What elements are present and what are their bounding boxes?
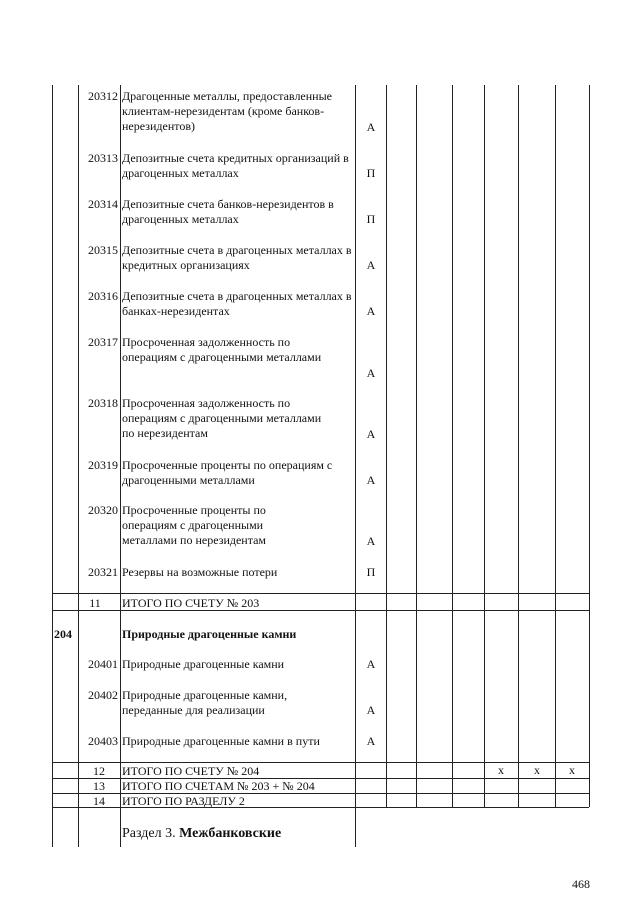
- account-sign: А: [366, 366, 376, 380]
- account-name: Депозитные счета банков-нерезидентов в драгоценных металлах: [122, 197, 334, 226]
- account-code: 20316: [88, 289, 118, 303]
- total-row-label: ИТОГО ПО СЧЕТУ № 204: [122, 764, 260, 778]
- account-name: Резервы на возможные потери: [122, 565, 278, 579]
- account-name: Драгоценные металлы, предоставленные клиентам-нерезидентам (кроме банков-нерезидентов): [122, 89, 332, 133]
- column-line: [555, 85, 556, 807]
- account-code: 20319: [88, 458, 118, 472]
- account-sign: А: [366, 534, 376, 548]
- account-name: Природные драгоценные камни: [122, 657, 285, 671]
- total-row-number: 13: [93, 779, 105, 793]
- column-line: [484, 85, 485, 807]
- account-code: 20403: [88, 734, 118, 748]
- total-row-label: ИТОГО ПО СЧЕТАМ № 203 + № 204: [122, 779, 315, 793]
- account-sign: П: [366, 166, 376, 180]
- account-sign: А: [366, 120, 376, 134]
- account-code: 20317: [88, 335, 118, 349]
- total-row-number: 14: [93, 794, 105, 808]
- account-name: Просроченная задолженность по операциям с драгоценными металлами: [122, 335, 322, 364]
- account-code: 20312: [88, 89, 118, 103]
- x-mark: х: [498, 763, 504, 777]
- column-line: [355, 85, 356, 847]
- account-name: Депозитные счета кредитных организаций в драгоценных металлах: [122, 151, 349, 180]
- column-line: [120, 85, 121, 847]
- account-code: 20318: [88, 396, 118, 410]
- account-sign: П: [366, 212, 376, 226]
- section-heading-prefix: Раздел 3.: [122, 826, 176, 841]
- section-heading: [122, 826, 281, 842]
- account-name: Природные драгоценные камни, переданные для реализации: [122, 688, 288, 717]
- account-name: Просроченные проценты по операциям с драгоценными металлами: [122, 458, 333, 487]
- account-sign: А: [366, 258, 376, 272]
- account-sign: А: [366, 427, 376, 441]
- account-name: Депозитные счета в драгоценных металлах в кредитных организациях: [122, 243, 352, 272]
- page-number: 468: [572, 877, 590, 891]
- column-line: [52, 85, 53, 847]
- account-code: 20314: [88, 197, 118, 211]
- account-code: 20315: [88, 243, 118, 257]
- total-row-number: 12: [93, 764, 105, 778]
- account-sign: А: [366, 657, 376, 671]
- section-title: Природные драгоценные камни: [122, 627, 297, 641]
- section-code: 204: [54, 627, 72, 641]
- section-heading-title: Межбанковские: [179, 826, 282, 841]
- account-code: 20401: [88, 657, 118, 671]
- account-code: 20402: [88, 688, 118, 702]
- account-code: 20313: [88, 151, 118, 165]
- column-line: [518, 85, 519, 807]
- account-sign: А: [366, 473, 376, 487]
- account-code: 20320: [88, 503, 118, 517]
- row-line: [52, 593, 589, 594]
- x-mark: х: [534, 763, 540, 777]
- account-name: Просроченная задолженность по операциям с драгоценными металлами по нерезидентам: [122, 396, 322, 440]
- column-line: [386, 85, 387, 807]
- total-row-label: ИТОГО ПО СЧЕТУ № 203: [122, 596, 260, 610]
- column-line: [589, 85, 590, 807]
- account-sign: П: [366, 565, 376, 579]
- total-row-number: 11: [89, 596, 101, 610]
- account-name: Просроченные проценты по операциям с драгоценными металлами по нерезидентам: [122, 503, 267, 547]
- column-line: [452, 85, 453, 807]
- account-sign: А: [366, 304, 376, 318]
- account-name: Депозитные счета в драгоценных металлах в банках-нерезидентах: [122, 289, 352, 318]
- account-name: Природные драгоценные камни в пути: [122, 734, 320, 748]
- account-sign: А: [366, 703, 376, 717]
- account-sign: А: [366, 734, 376, 748]
- account-code: 20321: [88, 565, 118, 579]
- column-line: [416, 85, 417, 807]
- total-row-label: ИТОГО ПО РАЗДЕЛУ 2: [122, 794, 245, 808]
- x-mark: х: [569, 763, 575, 777]
